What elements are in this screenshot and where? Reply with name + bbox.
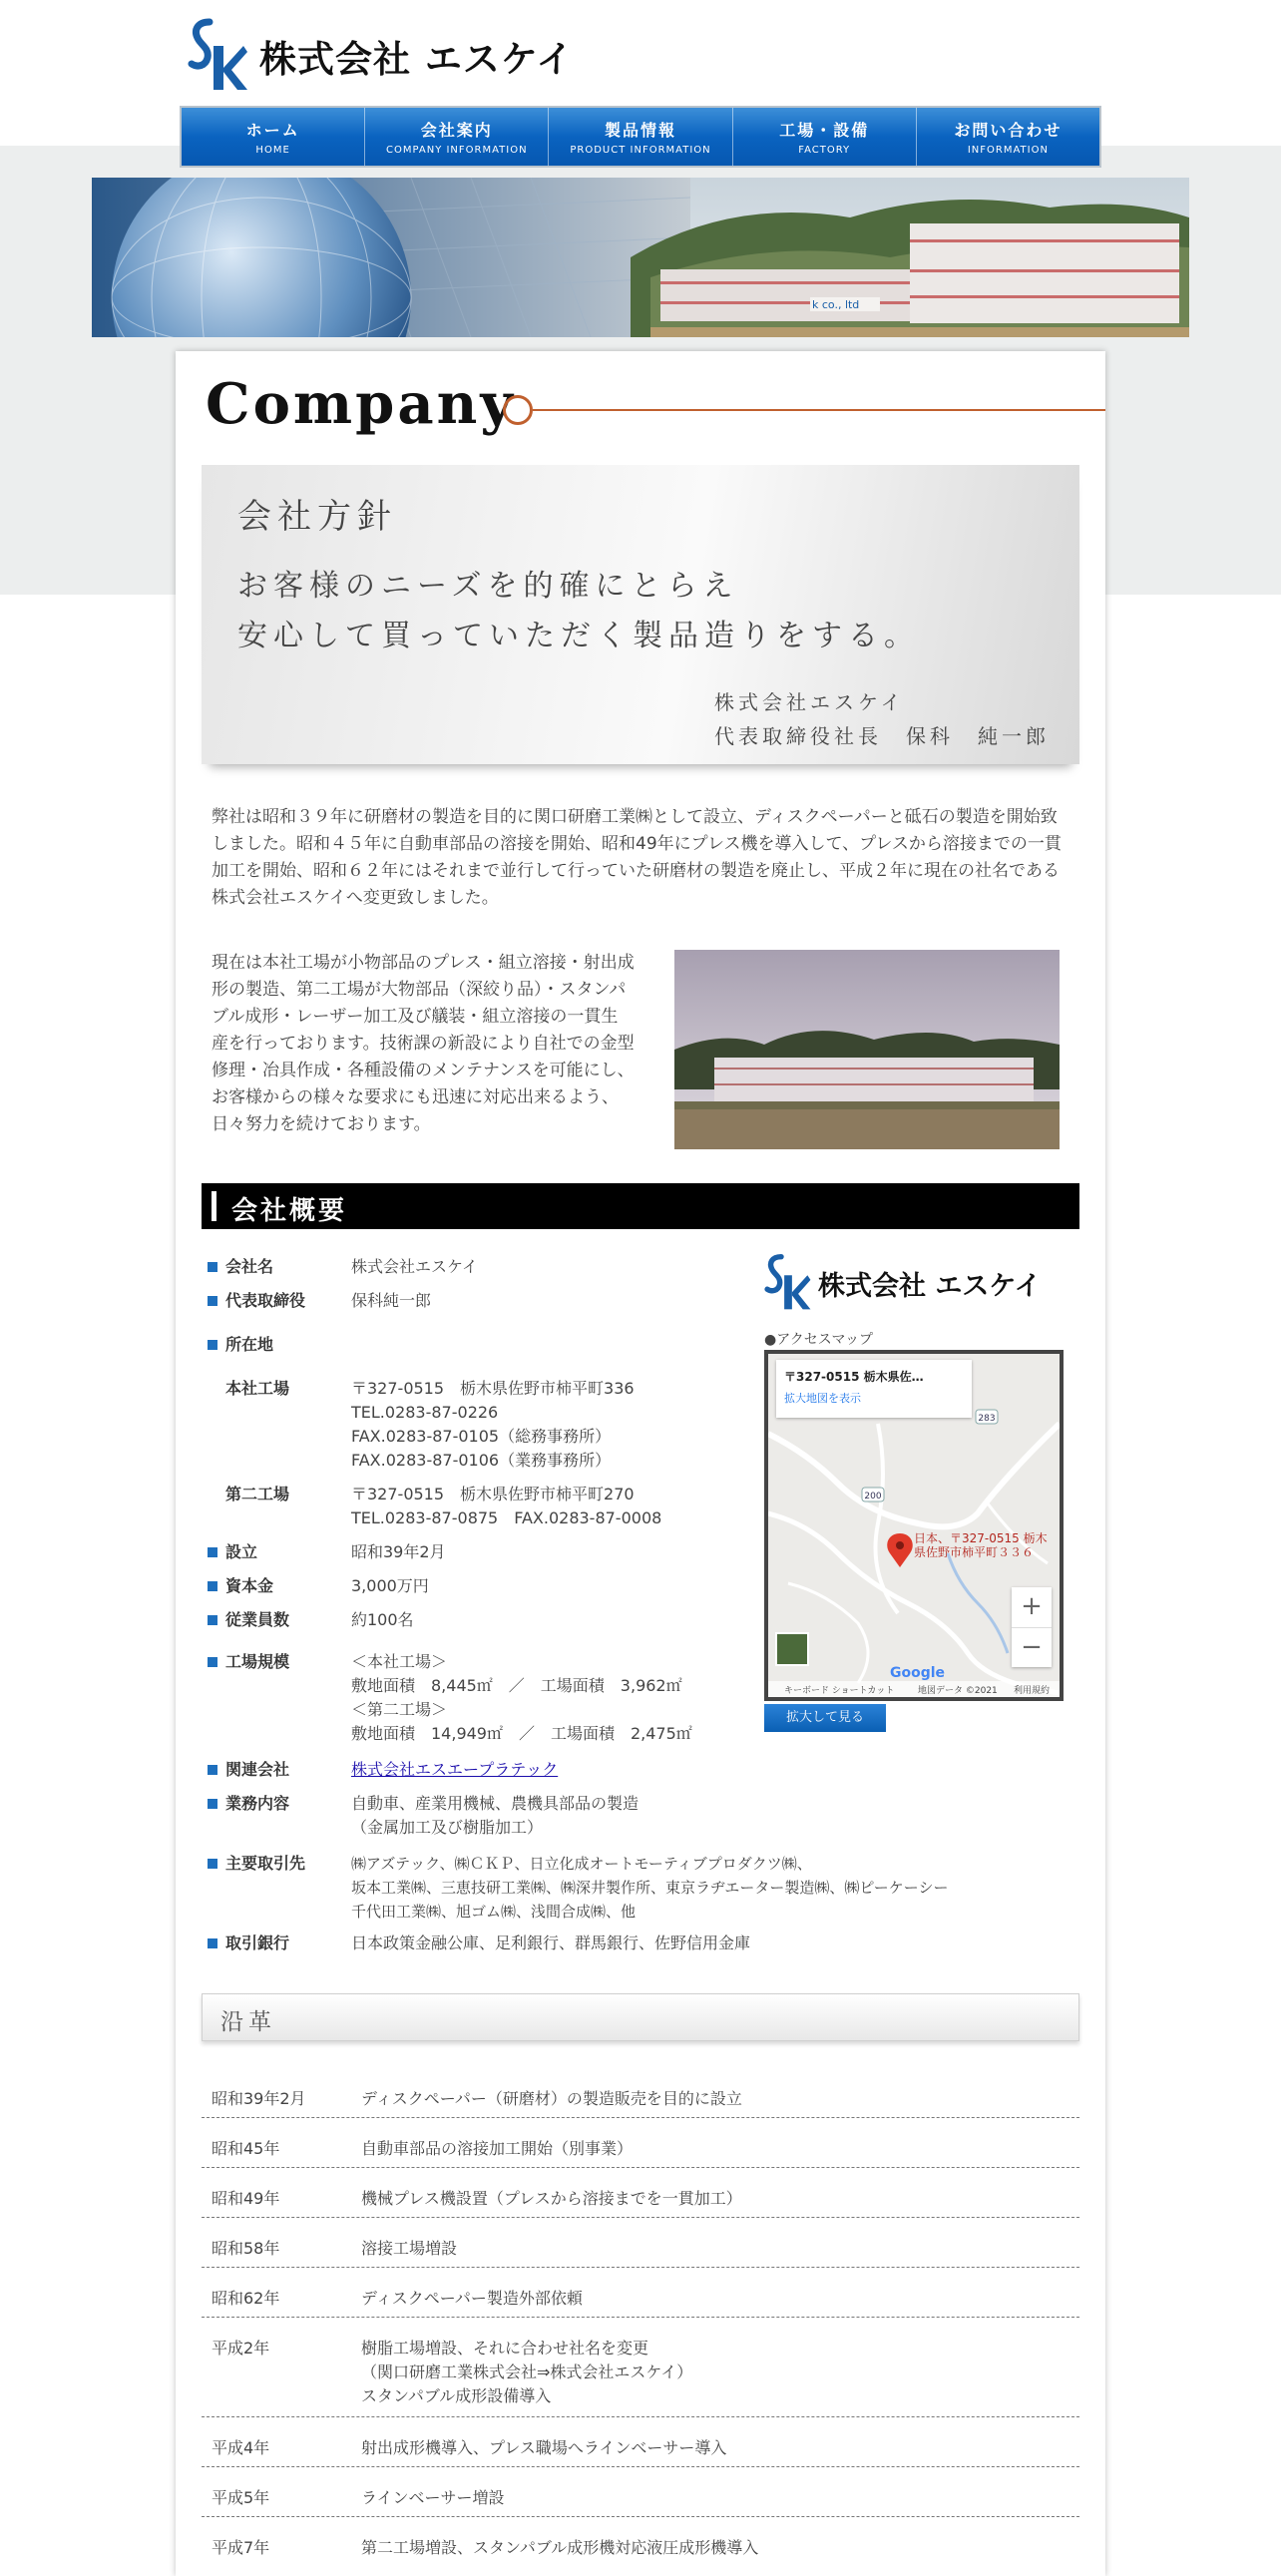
- history-event: ディスクペーパー製造外部依頼: [361, 2289, 583, 2308]
- bullet-square-icon: [208, 1765, 217, 1775]
- hq-fax-business: FAX.0283-87-0106（業務事務所）: [351, 1451, 612, 1470]
- row-scale-label: [208, 1650, 289, 1673]
- bullet-square-icon: [208, 1615, 217, 1625]
- title-circle-ornament: [503, 395, 533, 425]
- label-text: 関連会社: [225, 1760, 290, 1779]
- clients-line-2: 坂本工業㈱、三恵技研工業㈱、㈱深井製作所、東京ラヂエーター製造㈱、㈱ピーケーシー: [351, 1879, 949, 1897]
- hq-postal-address: 〒327-0515 栃木県佐野市柿平町336: [351, 1379, 635, 1398]
- history-year: 昭和49年: [212, 2189, 280, 2208]
- row-hq-factory: [208, 1377, 766, 1477]
- history-heading: 沿革: [220, 2009, 276, 2035]
- row-capital-label: [208, 1574, 273, 1597]
- row-capital-value: 3,000万円: [351, 1576, 429, 1595]
- row-business-label: [208, 1792, 289, 1815]
- scale-hq-area: 敷地面積 8,445㎡ ／ 工場面積 3,962㎡: [351, 1676, 682, 1695]
- company-name: 株式会社 エスケイ: [259, 38, 575, 81]
- history-year: 昭和62年: [212, 2289, 280, 2308]
- map-logo-text: 株式会社 エスケイ: [818, 1270, 1042, 1302]
- row-company-name: [208, 1255, 746, 1279]
- label-text: 業務内容: [225, 1794, 290, 1813]
- overview-section-header: [202, 1183, 1079, 1229]
- banner-illustration: [92, 178, 1189, 337]
- row-employees-label: [208, 1608, 289, 1631]
- clients-line-1: ㈱アズテック、㈱ＣＫＰ、日立化成オートモーティブプロダクツ㈱、: [351, 1855, 812, 1873]
- history-event: 樹脂工場増設、それに合わせ社名を変更: [361, 2339, 649, 2358]
- history-event: 溶接工場増設: [361, 2239, 458, 2258]
- expand-map-button[interactable]: 拡大して見る: [764, 1704, 886, 1732]
- history-row: [202, 2426, 1079, 2467]
- history-event: 第二工場増設、スタンパブル成形機対応液圧成形機導入: [361, 2538, 759, 2557]
- bullet-square-icon: [208, 1859, 217, 1869]
- nav-contact-sublabel: INFORMATION: [967, 145, 1049, 156]
- row-second-label: 第二工場: [225, 1485, 290, 1503]
- label-text: 工場規模: [225, 1652, 290, 1671]
- map-pin-label: 日本、〒327-0515 栃木県佐野市柿平町３３６: [914, 1531, 1048, 1559]
- policy-line-1: お客様のニーズを的確にとらえ: [237, 569, 739, 604]
- row-address-label: [208, 1333, 273, 1356]
- row-hq-label: 本社工場: [225, 1379, 290, 1398]
- history-row: [202, 2227, 1079, 2268]
- row-employees: [208, 1608, 746, 1632]
- nav-factory-sublabel: FACTORY: [798, 145, 851, 156]
- row-founded-value: 昭和39年2月: [351, 1542, 446, 1561]
- access-map-caption: ●アクセスマップ: [764, 1332, 873, 1348]
- google-logo: Google: [890, 1665, 946, 1681]
- nav-factory[interactable]: [733, 108, 917, 166]
- label-text: 会社名: [225, 1257, 274, 1276]
- label-text: 資本金: [225, 1576, 274, 1595]
- history-event: （関口研磨工業株式会社⇒株式会社エスケイ）: [361, 2362, 693, 2381]
- history-row: [202, 2077, 1079, 2118]
- row-related-company: [208, 1758, 746, 1782]
- sk-logo-icon: [764, 1253, 812, 1313]
- nav-products-sublabel: PRODUCT INFORMATION: [570, 145, 711, 156]
- policy-heading: 会社方針: [237, 497, 397, 537]
- row-banks-label: [208, 1932, 289, 1954]
- history-year: 平成2年: [212, 2339, 270, 2358]
- map-keyboard-shortcuts[interactable]: キーボード ショートカット: [784, 1686, 895, 1696]
- history-event: 自動車部品の溶接加工開始（別事業）: [361, 2139, 634, 2158]
- row-business: [208, 1792, 766, 1842]
- history-event: ディスクペーパー（研磨材）の製造販売を目的に設立: [361, 2089, 742, 2108]
- scale-hq-heading: ＜本社工場＞: [351, 1652, 448, 1671]
- company-policy-banner: [202, 465, 1079, 764]
- hq-fax-general: FAX.0283-87-0105（総務事務所）: [351, 1427, 612, 1446]
- label-text: 所在地: [225, 1335, 274, 1354]
- row-address: [208, 1333, 746, 1357]
- row-second-factory: [208, 1483, 766, 1532]
- history-year: 昭和58年: [212, 2239, 280, 2258]
- clients-line-3: 千代田工業㈱、旭ゴム㈱、浅間合成㈱、他: [351, 1903, 637, 1921]
- row-ceo-label: [208, 1289, 305, 1312]
- title-divider: [533, 409, 1105, 411]
- map-company-logo: [764, 1253, 1042, 1313]
- site-header: [0, 0, 1281, 156]
- history-event: ラインベーサー増設: [361, 2488, 505, 2507]
- row-founded-label: [208, 1540, 257, 1563]
- policy-line-2: 安心して買っていただく製品造りをする。: [237, 619, 920, 653]
- row-company-name-label: [208, 1255, 273, 1278]
- bullet-square-icon: [208, 1547, 217, 1557]
- nav-products-label: 製品情報: [605, 121, 677, 140]
- row-ceo: [208, 1289, 746, 1313]
- nav-home-label: ホーム: [245, 121, 300, 140]
- row-ceo-value: 保科純一郎: [351, 1291, 432, 1310]
- map-footer: [768, 1681, 1060, 1697]
- row-clients-label: [208, 1852, 305, 1875]
- policy-signature-president: 代表取締役社長 保科 純一郎: [714, 724, 1050, 748]
- history-row: [202, 2277, 1079, 2318]
- history-row: [202, 2526, 1079, 2566]
- business-line-1: 自動車、産業用機械、農機具部品の製造: [351, 1794, 640, 1813]
- satellite-toggle[interactable]: [776, 1633, 808, 1665]
- related-company-link[interactable]: 株式会社エスエープラテック: [351, 1760, 559, 1779]
- hero-banner: [92, 178, 1189, 337]
- history-year: 平成5年: [212, 2488, 270, 2507]
- row-company-name-value: 株式会社エスケイ: [351, 1257, 478, 1276]
- bullet-square-icon: [208, 1296, 217, 1306]
- row-banks: [208, 1932, 1066, 1955]
- row-employees-value: 約100名: [351, 1610, 414, 1629]
- zoom-controls: [1012, 1587, 1052, 1667]
- scale-second-heading: ＜第二工場＞: [351, 1700, 448, 1719]
- bullet-square-icon: [208, 1340, 217, 1350]
- scale-second-area: 敷地面積 14,949㎡ ／ 工場面積 2,475㎡: [351, 1724, 692, 1743]
- factory-photo: [674, 950, 1060, 1149]
- nav-company-label: 会社案内: [420, 121, 493, 140]
- history-section-header: [202, 1993, 1079, 2041]
- intro-paragraph-1: 弊社は昭和３９年に研磨材の製造を目的に関口研磨工業㈱として設立、ディスクペーパーと砥石の製造を開始致しました。昭和４５年に自動車部品の溶接を開始、昭和49年にプレス機を導入して、プレスから溶接までの一貫加工を開始、昭和６２年にはそれまで並行して行っていた研磨材の製造を廃止し、平成２年に現在の社名である株式会社エスケイへ変更致しました。: [212, 807, 1062, 908]
- business-line-2: （金属加工及び樹脂加工）: [351, 1818, 544, 1837]
- section-accent-bar: [212, 1191, 216, 1221]
- row-capital: [208, 1574, 746, 1598]
- row-related-label: [208, 1758, 289, 1781]
- nav-company-sublabel: COMPANY INFORMATION: [386, 145, 528, 156]
- history-row: [202, 2127, 1079, 2168]
- history-year: 昭和39年2月: [212, 2089, 306, 2108]
- nav-contact[interactable]: [917, 108, 1099, 166]
- main-content: [176, 351, 1105, 2576]
- nav-contact-label: お問い合わせ: [954, 121, 1063, 140]
- label-text: 従業員数: [225, 1610, 290, 1629]
- second-postal-address: 〒327-0515 栃木県佐野市柿平町270: [351, 1485, 635, 1503]
- intro-paragraph-2: 現在は本社工場が小物部品のプレス・組立溶接・射出成形の製造、第二工場が大物部品（深絞り品）・スタンパブル成形・レーザー加工及び艤装・組立溶接の一貫生産を行っております。技術課の新設により自社での金型修理・冶具作成・各種設備のメンテナンスを可能にし、お客様からの様々な要求にも迅速に対応出来るよう、日々努力を続けております。: [212, 953, 635, 1134]
- label-text: 設立: [225, 1542, 258, 1561]
- row-clients: [208, 1852, 1066, 1926]
- map-terms-link[interactable]: 利用規約: [1014, 1686, 1051, 1696]
- hq-tel: TEL.0283-87-0226: [351, 1403, 499, 1422]
- page-title: Company: [206, 371, 516, 437]
- nav-factory-label: 工場・設備: [779, 121, 870, 140]
- road-200-shield: 200: [864, 1492, 882, 1502]
- banner-building-sign: k co., ltd: [812, 298, 860, 311]
- label-text: 取引銀行: [225, 1933, 290, 1952]
- map-data-credit: 地図データ ©2021: [918, 1686, 998, 1696]
- sk-logo-icon: [188, 18, 249, 94]
- label-text: 主要取引先: [225, 1854, 306, 1873]
- map-info-card: [776, 1360, 972, 1418]
- history-row: [202, 2476, 1079, 2517]
- bullet-square-icon: [208, 1938, 217, 1948]
- google-map-embed[interactable]: [764, 1350, 1064, 1701]
- history-year: 平成4年: [212, 2438, 270, 2457]
- site-logo[interactable]: [188, 16, 574, 96]
- row-banks-value: 日本政策金融公庫、足利銀行、群馬銀行、佐野信用金庫: [351, 1933, 751, 1952]
- road-283-shield: 283: [978, 1414, 996, 1424]
- history-year: 平成7年: [212, 2538, 270, 2557]
- zoom-out-button[interactable]: −: [1021, 1632, 1043, 1662]
- nav-products[interactable]: [549, 108, 732, 166]
- map-card-link[interactable]: 拡大地図を表示: [784, 1392, 861, 1405]
- history-year: 昭和45年: [212, 2139, 280, 2158]
- bullet-square-icon: [208, 1581, 217, 1591]
- main-nav: [180, 106, 1101, 168]
- row-founded: [208, 1540, 746, 1564]
- overview-heading: 会社概要: [231, 1196, 348, 1226]
- history-event: 機械プレス機設置（プレスから溶接までを一貫加工）: [361, 2189, 742, 2208]
- row-factory-scale: [208, 1650, 766, 1750]
- bullet-square-icon: [208, 1262, 217, 1272]
- nav-home[interactable]: [182, 108, 365, 166]
- nav-home-sublabel: HOME: [255, 145, 290, 156]
- policy-signature-company: 株式会社エスケイ: [714, 690, 905, 714]
- history-event: スタンパブル成形設備導入: [361, 2386, 552, 2405]
- bullet-square-icon: [208, 1799, 217, 1809]
- nav-company[interactable]: [365, 108, 549, 166]
- bullet-square-icon: [208, 1657, 217, 1667]
- history-row: [202, 2177, 1079, 2218]
- second-tel-fax: TEL.0283-87-0875 FAX.0283-87-0008: [351, 1508, 662, 1527]
- zoom-in-button[interactable]: +: [1012, 1587, 1052, 1628]
- map-card-title: 〒327-0515 栃木県佐…: [784, 1370, 924, 1384]
- history-row: [202, 2327, 1079, 2417]
- history-event: 射出成形機導入、プレス職場へラインベーサー導入: [361, 2438, 727, 2457]
- label-text: 代表取締役: [225, 1291, 306, 1310]
